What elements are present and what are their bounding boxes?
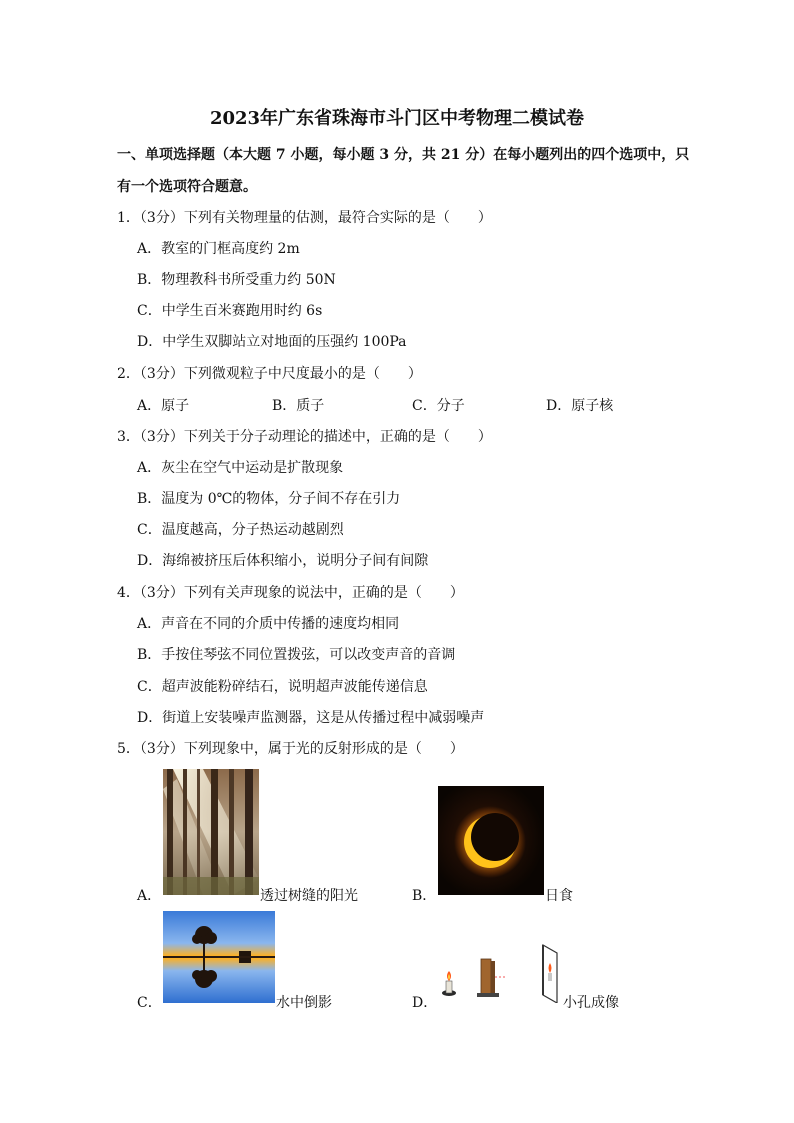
question-1-option-b: B．物理教科书所受重力约 50N xyxy=(137,272,336,288)
question-5-option-b-caption: 日食 xyxy=(545,888,573,904)
question-1-option-c: C．中学生百米赛跑用时约 6s xyxy=(137,303,323,319)
question-4-option-a: A．声音在不同的介质中传播的速度均相同 xyxy=(137,616,400,632)
question-5-option-d-letter: D． xyxy=(412,995,438,1011)
question-2-option-a: A．原子 xyxy=(137,398,190,414)
question-2-option-c: C．分子 xyxy=(412,398,465,414)
question-5-option-c-caption: 水中倒影 xyxy=(276,995,332,1011)
question-4-option-b: B．手按住琴弦不同位置拨弦，可以改变声音的音调 xyxy=(137,647,456,663)
question-3-option-d: D．海绵被挤压后体积缩小，说明分子间有间隙 xyxy=(137,553,429,569)
forest-sunlight-image xyxy=(163,769,259,895)
question-2-option-d: D．原子核 xyxy=(546,398,614,414)
question-3-option-b: B．温度为 0℃的物体，分子间不存在引力 xyxy=(137,491,401,507)
question-5-option-d-caption: 小孔成像 xyxy=(563,995,619,1011)
question-5-option-b-letter: B． xyxy=(412,888,437,904)
question-3-option-c: C．温度越高，分子热运动越剧烈 xyxy=(137,522,344,538)
question-4-option-c: C．超声波能粉碎结石，说明超声波能传递信息 xyxy=(137,679,428,695)
question-1-option-d: D．中学生双脚站立对地面的压强约 100Pa xyxy=(137,334,407,350)
question-5-option-a-caption: 透过树缝的阳光 xyxy=(260,888,358,904)
question-5-option-c-letter: C． xyxy=(137,995,162,1011)
question-2-option-b: B．质子 xyxy=(272,398,325,414)
question-5-stem: 5．（3分）下列现象中，属于光的反射形成的是（ ） xyxy=(117,741,464,757)
solar-eclipse-image xyxy=(438,786,544,895)
water-reflection-image xyxy=(163,911,275,1003)
question-4-option-d: D．街道上安装噪声监测器，这是从传播过程中减弱噪声 xyxy=(137,710,485,726)
question-3-option-a: A．灰尘在空气中运动是扩散现象 xyxy=(137,460,344,476)
question-5-option-a-letter: A． xyxy=(137,888,162,904)
question-4-stem: 4．（3分）下列有关声现象的说法中，正确的是（ ） xyxy=(117,585,464,601)
section-heading-line2: 有一个选项符合题意。 xyxy=(117,179,257,195)
question-1-stem: 1．（3分）下列有关物理量的估测，最符合实际的是（ ） xyxy=(117,210,492,226)
pinhole-camera-image xyxy=(437,943,562,1003)
question-2-stem: 2．（3分）下列微观粒子中尺度最小的是（ ） xyxy=(117,366,422,382)
question-1-option-a: A．教室的门框高度约 2m xyxy=(137,241,300,257)
question-3-stem: 3．（3分）下列关于分子动理论的描述中，正确的是（ ） xyxy=(117,429,492,445)
section-heading-line1: 一、单项选择题（本大题 7 小题，每小题 3 分，共 21 分）在每小题列出的四个选项中，只 xyxy=(117,147,690,163)
page-title: 2023年广东省珠海市斗门区中考物理二模试卷 xyxy=(209,108,585,129)
